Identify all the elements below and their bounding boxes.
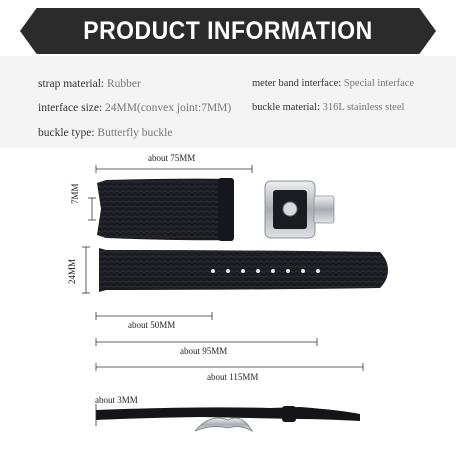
interface-width-label: 24MM [67, 258, 77, 284]
spec-buckle-type: buckle type: Butterfly buckle [38, 127, 173, 139]
buckle-logo-icon [283, 202, 297, 216]
joint-width-label: 7MM [70, 183, 80, 204]
interface-width-dimension [82, 247, 90, 293]
tail-length-label: about 50MM [128, 320, 176, 330]
spec-buckle-material: buckle material: 316L stainless steel [252, 102, 405, 113]
spec-strap-material: strap material: Rubber [38, 78, 141, 90]
joint-width-dimension [88, 198, 96, 220]
strap-side-view [96, 404, 360, 431]
long-length-label: about 95MM [180, 346, 228, 356]
spec-meter-band-interface: meter band interface: Special interface [252, 78, 415, 89]
spec-interface-size: interface size: 24MM(convex joint:7MM) [38, 102, 232, 114]
butterfly-buckle [265, 181, 334, 238]
lower-strap [99, 248, 388, 292]
side-buckle [195, 418, 252, 431]
total-length-label: about 115MM [207, 372, 259, 382]
top-length-dimension [96, 165, 252, 173]
upper-strap [97, 178, 334, 241]
thickness-label: about 3MM [95, 395, 138, 405]
strap-keeper [218, 178, 234, 241]
top-length-label: about 75MM [148, 153, 196, 163]
page-title: PRODUCT INFORMATION [83, 17, 373, 45]
